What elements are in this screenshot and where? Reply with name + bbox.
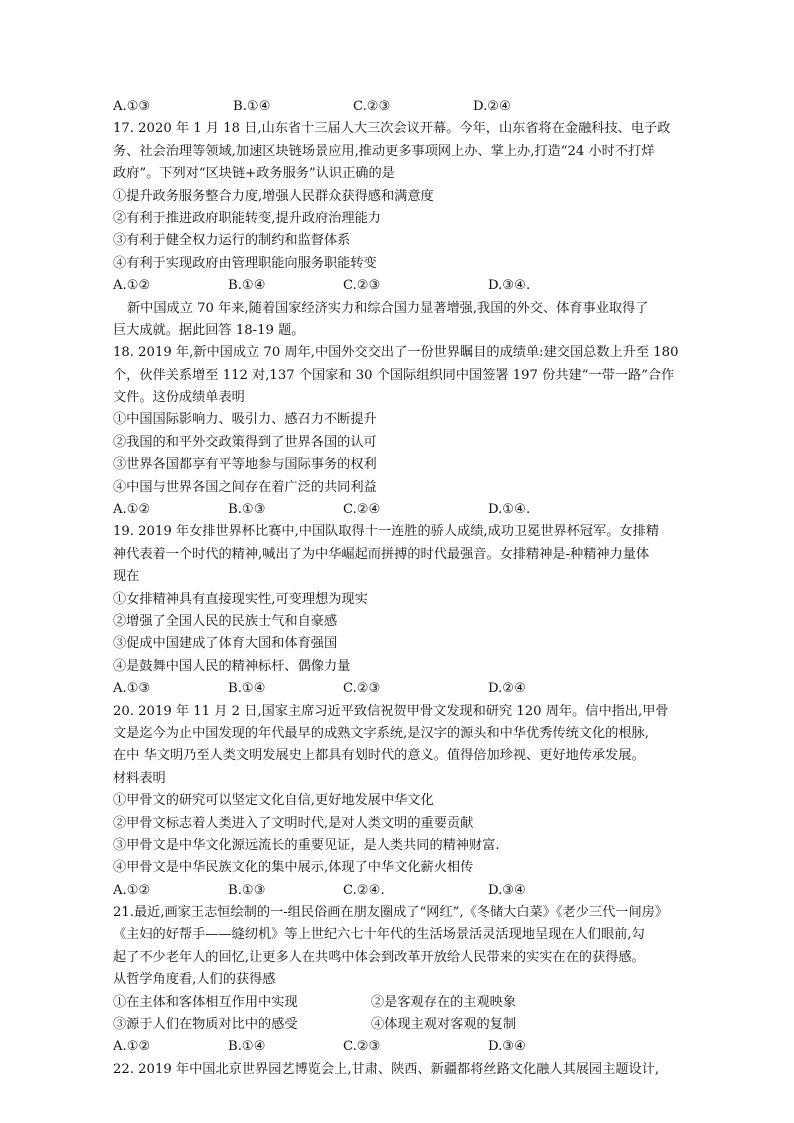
option-d: D.③④ (488, 882, 526, 898)
option-a: A.①② (113, 1039, 151, 1055)
statement-item: ③促成中国建成了体育大国和体育强国 (113, 636, 338, 652)
question-stem-line: 起了不少老年人的回忆,让更多人在共鸣中体会到改革开放给人民带来的实实在在的获得感。 (113, 949, 645, 965)
q18-options (113, 499, 685, 521)
option-a: A.①② (113, 882, 151, 898)
question-18 (113, 342, 685, 521)
statement-item: ②增强了全国人民的民族士气和自豪感 (113, 613, 338, 629)
intro-line: 巨大成就。据此回答 18-19 题。 (113, 322, 305, 338)
q17-options (113, 275, 685, 297)
statement-item: ③甲骨文是中华文化源远流长的重要见证，是人类共同的精神财富. (113, 837, 500, 853)
question-22 (113, 1059, 685, 1081)
question-stem-line: 在中 华文明乃至人类文明发展史上都具有划时代的意义。值得倍加珍视、更好地传承发展。 (113, 748, 645, 764)
statement-item: ①中国国际影响力、吸引力、感召力不断提升 (113, 412, 377, 428)
option-d: D.③④ (488, 1039, 526, 1055)
statement-pair (113, 992, 685, 1014)
option-d: D.②④ (473, 99, 511, 114)
question-19 (113, 521, 685, 700)
question-stem-line: 20. 2019 年 11 月 2 日,国家主席习近平致信祝贺甲骨文发现和研究 120 周年。信中指出,甲骨 (113, 703, 669, 719)
option-d: D.③④. (488, 278, 531, 294)
option-b: B.①④ (228, 681, 266, 697)
option-b: B.①③ (228, 502, 266, 518)
question-stem-line: 神代表着一个时代的精神,喊出了为中华崛起而拼搏的时代最强音。女排精神是-种精神力量体 (113, 546, 650, 562)
option-b: B.①③ (228, 882, 266, 898)
statement-item: ①在主体和客体相互作用中实现 (113, 994, 298, 1010)
q16-options (113, 96, 685, 118)
question-stem-line: 17. 2020 年 1 月 18 日,山东省十三届人大三次会议开幕。今年，山东省将在金融科技、电子政 (113, 121, 671, 137)
statement-item: ①甲骨文的研究可以坚定文化自信,更好地发展中华文化 (113, 793, 434, 809)
option-b: B.①④ (228, 278, 266, 294)
question-stem-line: 材料表明 (113, 770, 166, 786)
question-21 (113, 902, 685, 1059)
question-stem-line: 21.最近,画家王志恒绘制的一-组民俗画在朋友圈成了“网红”,《冬储大白菜》《老少三代一间房》 (113, 905, 669, 921)
option-c: C.②③ (353, 99, 391, 114)
question-stem-line: 文件。这份成绩单表明 (113, 390, 245, 406)
option-d: D.②④ (488, 681, 526, 697)
question-stem-line: 18. 2019 年,新中国成立 70 周年,中国外交交出了一份世界瞩目的成绩单:建交国总数上升至 180 (113, 345, 679, 361)
q20-options (113, 880, 685, 902)
statement-item: ③源于人们在物质对比中的感受 (113, 1017, 298, 1033)
statement-item: ①提升政务服务整合力度,增强人民群众获得感和满意度 (113, 188, 434, 204)
question-stem-line: 22. 2019 年中国北京世界园艺博览会上,甘肃、陕西、新疆都将丝路文化融人其展园主题设计, (113, 1061, 660, 1077)
option-c: C.②③ (343, 278, 381, 294)
statement-item: ①女排精神具有直接现实性,可变理想为现实 (113, 591, 368, 607)
statement-item: ③有利于健全权力运行的制约和监督体系 (113, 233, 351, 249)
statement-item: ②甲骨文标志着人类进入了文明时代,是对人类文明的重要贡献 (113, 815, 474, 831)
statement-item: ④甲骨文是中华民族文化的集中展示,体现了中华文化薪火相传 (113, 860, 474, 876)
question-stem-line: 政府”。下列对“区块链+政务服务”认识正确的是 (113, 166, 395, 182)
question-stem-line: 19. 2019 年女排世界杯比赛中,中国队取得十一连胜的骄人成绩,成功卫冕世界杯冠军。女排精 (113, 524, 660, 540)
q21-options (113, 1036, 685, 1058)
question-20 (113, 701, 685, 903)
option-a: A.①③ (113, 99, 151, 114)
option-a: A.①② (113, 278, 151, 294)
exam-page (113, 96, 685, 1081)
statement-item: ④体现主观对客观的复制 (371, 1017, 517, 1033)
statement-item: ④中国与世界各国之间存在着广泛的共同利益 (113, 479, 377, 495)
q19-options (113, 678, 685, 700)
option-c: C.②③ (343, 681, 381, 697)
question-stem-line: 个，伙伴关系增至 112 对,137 个国家和 30 个国际组织同中国签署 197 份共建“一带一路”合作 (113, 367, 675, 383)
statement-item: ④有利于实现政府由管理职能向服务职能转变 (113, 255, 377, 271)
option-c: C.②④ (343, 502, 381, 518)
statement-item: ②是客观存在的主观映象 (371, 994, 517, 1010)
question-stem-line: 现在 (113, 569, 140, 585)
question-stem-line: 务、社会治理等领域,加速区块链场景应用,推动更多事项网上办、掌上办,打造“24 小时不打烊 (113, 143, 655, 159)
question-stem-line: 文是迄今为止中国发现的年代最早的成熟文字系统,是汉字的源头和中华优秀传统文化的根脉, (113, 725, 649, 741)
question-stem-line: 从哲学角度看,人们的获得感 (113, 972, 276, 988)
statement-item: ②我国的和平外交政策得到了世界各国的认可 (113, 434, 377, 450)
option-d: D.①④. (488, 502, 531, 518)
option-b: B.①④ (233, 99, 271, 114)
question-stem-line: 《主妇的好帮手——缝纫机》等上世纪六七十年代的生活场景活灵活现地呈现在人们眼前,勾 (113, 927, 645, 943)
intro-line: 新中国成立 70 年来,随着国家经济实力和综合国力显著增强,我国的外交、体育事业取得了 (127, 300, 649, 316)
statement-pair (113, 1014, 685, 1036)
material-intro (113, 298, 685, 343)
statement-item: ②有利于推进政府职能转变,提升政府治理能力 (113, 210, 381, 226)
option-a: A.①② (113, 502, 151, 518)
question-17 (113, 118, 685, 297)
statement-item: ③世界各国都享有平等地参与国际事务的权利 (113, 457, 377, 473)
option-b: B.①④ (228, 1039, 266, 1055)
statement-item: ④是鼓舞中国人民的精神标杆、偶像力量 (113, 658, 351, 674)
option-c: C.②④. (343, 882, 385, 898)
option-c: C.②③ (343, 1039, 381, 1055)
option-a: A.①③ (113, 681, 151, 697)
